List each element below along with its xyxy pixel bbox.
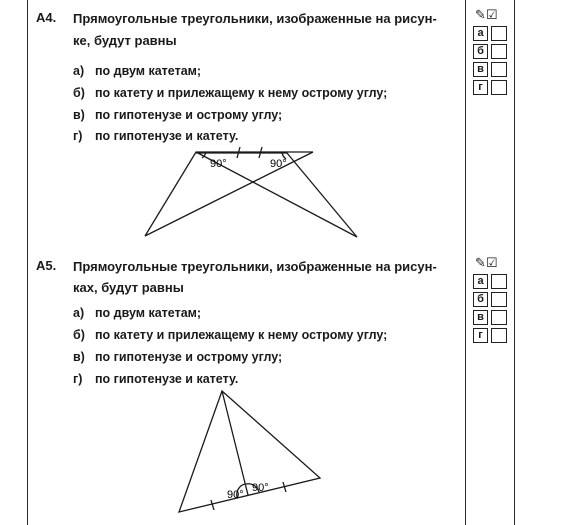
answer-checkbox[interactable] [491, 328, 507, 343]
altitude-line [222, 391, 248, 495]
option-c: в) по гипотенузе и острому углу; [73, 108, 283, 122]
angle-label: 90° [270, 158, 287, 170]
right-angle-arc [202, 152, 206, 158]
answer-checkbox[interactable] [491, 44, 507, 59]
right-angle-arc [246, 484, 259, 492]
tick-mark [283, 482, 286, 492]
question-line-1: Прямоугольные треугольники, изображенные на рисун- [73, 259, 437, 274]
question-line-2: ках, будут равны [73, 280, 184, 295]
answer-letter: б [473, 292, 488, 307]
answer-checkbox[interactable] [491, 292, 507, 307]
option-b: б) по катету и прилежащему к нему острому углу; [73, 328, 388, 342]
checkbox-icon: ☑ [485, 256, 498, 271]
tick-mark [211, 500, 214, 510]
answer-letter: г [473, 80, 488, 95]
left-margin-line [27, 0, 28, 525]
answer-letter: а [473, 274, 488, 289]
answer-header [475, 257, 498, 271]
answer-panel-a4 [473, 8, 513, 98]
task-number: A4. [36, 10, 57, 25]
tick-mark [259, 147, 262, 158]
tick-mark [237, 147, 240, 158]
right-hypotenuse [196, 152, 357, 237]
angle-label: 90° [210, 158, 227, 170]
answer-checkbox[interactable] [491, 26, 507, 41]
right-margin-line [514, 0, 515, 525]
left-hypotenuse [145, 152, 313, 236]
answer-checkbox[interactable] [491, 62, 507, 77]
question-line-1: Прямоугольные треугольники, изображенные на рисун- [73, 11, 437, 26]
answer-header [475, 9, 498, 23]
outer-triangle [179, 391, 320, 512]
option-d: г) по гипотенузе и катету. [73, 129, 239, 143]
question-line-2: ке, будут равны [73, 33, 177, 48]
option-d: г) по гипотенузе и катету. [73, 372, 239, 386]
right-angle-arc [282, 152, 286, 159]
option-a: а) по двум катетам; [73, 64, 202, 78]
answer-letter: а [473, 26, 488, 41]
answer-column-line [465, 0, 466, 525]
angle-label: 90° [227, 489, 244, 501]
answer-letter: б [473, 44, 488, 59]
right-angle-arc [237, 484, 245, 497]
pencil-icon: ✎ [475, 256, 486, 271]
right-triangle [196, 153, 357, 237]
answer-letter: в [473, 62, 488, 77]
task-number: А5. [36, 258, 57, 273]
angle-label: 90° [252, 482, 269, 494]
answer-checkbox[interactable] [491, 80, 507, 95]
option-b: б) по катету и прилежащему к нему острому углу; [73, 86, 388, 100]
checkbox-icon: ☑ [485, 8, 498, 23]
left-triangle [145, 152, 313, 236]
pencil-icon: ✎ [475, 8, 486, 23]
option-c: в) по гипотенузе и острому углу; [73, 350, 283, 364]
answer-letter: г [473, 328, 488, 343]
answer-letter: в [473, 310, 488, 325]
answer-checkbox[interactable] [491, 310, 507, 325]
option-a: а) по двум катетам; [73, 306, 202, 320]
answer-checkbox[interactable] [491, 274, 507, 289]
answer-panel-a5 [473, 256, 513, 346]
